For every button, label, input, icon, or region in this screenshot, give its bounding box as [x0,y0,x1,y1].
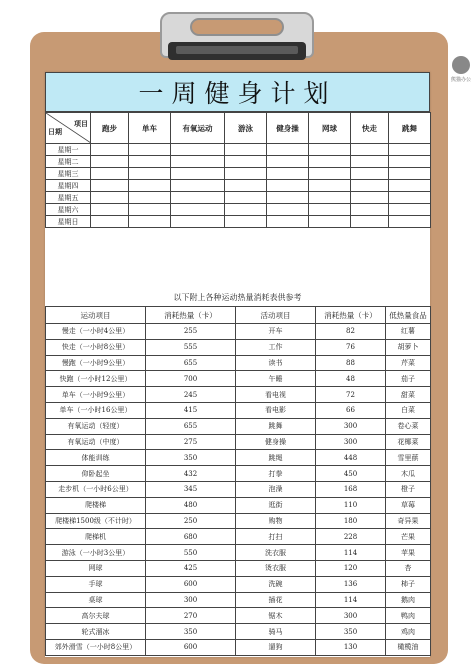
activity-calories: 168 [316,481,386,497]
activity-calories: 228 [316,529,386,545]
activity-name: 跳绳 [236,450,316,466]
plan-cell[interactable] [129,180,171,192]
plan-cell[interactable] [267,180,309,192]
sport-calories: 300 [146,592,236,608]
plan-cell[interactable] [309,168,351,180]
table-row [46,624,431,640]
sport-calories: 680 [146,529,236,545]
column-header: 活动项目 [236,307,316,324]
low-calorie-food: 芹菜 [386,355,431,371]
plan-cell[interactable] [351,192,389,204]
table-row [46,418,431,434]
activity-calories: 450 [316,466,386,482]
sport-calories: 415 [146,402,236,418]
table-row [46,497,431,513]
low-calorie-food: 卷心菜 [386,418,431,434]
watermark-text: 熊猫办公 [450,77,471,83]
plan-cell[interactable] [389,192,431,204]
activity-name: 购物 [236,513,316,529]
plan-cell[interactable] [309,204,351,216]
logo-icon [452,56,470,74]
plan-cell[interactable] [171,192,225,204]
sport-name: 单车（一小时9公里） [46,387,146,403]
activity-name: 看电影 [236,402,316,418]
activity-calories: 110 [316,497,386,513]
low-calorie-food: 柿子 [386,576,431,592]
reference-header-row [46,307,431,324]
sport-calories: 432 [146,466,236,482]
sport-name: 游泳（一小时3公里） [46,545,146,561]
activity-header: 跳舞 [389,113,431,144]
low-calorie-food: 苹果 [386,545,431,561]
sport-calories: 275 [146,434,236,450]
plan-cell[interactable] [129,156,171,168]
plan-cell[interactable] [389,180,431,192]
plan-cell[interactable] [225,156,267,168]
activity-calories: 82 [316,324,386,340]
activity-header: 单车 [129,113,171,144]
column-header: 运动项目 [46,307,146,324]
table-row [46,371,431,387]
sport-calories: 555 [146,339,236,355]
table-row [46,513,431,529]
activity-calories: 76 [316,339,386,355]
activity-calories: 448 [316,450,386,466]
sport-calories: 480 [146,497,236,513]
plan-cell[interactable] [309,216,351,228]
activity-header: 网球 [309,113,351,144]
sport-calories: 600 [146,639,236,655]
activity-name: 骑马 [236,624,316,640]
plan-cell[interactable] [129,204,171,216]
plan-day-row [46,180,431,192]
plan-cell[interactable] [129,144,171,156]
plan-cell[interactable] [389,216,431,228]
low-calorie-food: 甜菜 [386,387,431,403]
plan-header-row [46,113,431,144]
table-row [46,481,431,497]
sport-calories: 345 [146,481,236,497]
plan-cell[interactable] [389,156,431,168]
sport-name: 有氧运动（中度） [46,434,146,450]
activity-calories: 300 [316,434,386,450]
low-calorie-food: 雪里蕻 [386,450,431,466]
activity-calories: 300 [316,418,386,434]
table-row [46,402,431,418]
sport-calories: 600 [146,576,236,592]
table-row [46,355,431,371]
plan-cell[interactable] [171,204,225,216]
plan-cell[interactable] [91,180,129,192]
sport-name: 轮式溜冰 [46,624,146,640]
table-row [46,545,431,561]
sport-name: 走步机（一小时6公里） [46,481,146,497]
plan-day-row [46,192,431,204]
table-row [46,529,431,545]
clip-bar-inner [176,46,298,54]
sport-name: 单车（一小时16公里） [46,402,146,418]
activity-name: 看电视 [236,387,316,403]
plan-cell[interactable] [225,216,267,228]
day-label: 星期日 [46,216,91,228]
table-row [46,387,431,403]
table-row [46,434,431,450]
plan-cell[interactable] [225,168,267,180]
sport-name: 爬梯机 [46,529,146,545]
table-row [46,592,431,608]
plan-cell[interactable] [225,144,267,156]
sport-name: 快跑（一小时12公里） [46,371,146,387]
plan-cell[interactable] [225,192,267,204]
low-calorie-food: 橙子 [386,481,431,497]
table-row [46,560,431,576]
sport-calories: 250 [146,513,236,529]
activity-header: 健身操 [267,113,309,144]
plan-cell[interactable] [267,168,309,180]
corner-item-label: 项目 [74,119,88,128]
plan-cell[interactable] [129,192,171,204]
sport-name: 郊外滑雪（一小时8公里） [46,639,146,655]
plan-cell[interactable] [309,180,351,192]
column-header: 消耗热量（卡） [146,307,236,324]
table-row [46,576,431,592]
activity-name: 插花 [236,592,316,608]
sport-name: 高尔夫球 [46,608,146,624]
sport-name: 慢走（一小时4公里） [46,324,146,340]
low-calorie-food: 鸡肉 [386,624,431,640]
activity-calories: 66 [316,402,386,418]
activity-calories: 114 [316,545,386,561]
weekly-plan-table [45,112,431,228]
corner-cell [46,113,91,144]
page-title: 一周健身计划 [45,72,430,112]
plan-cell[interactable] [171,216,225,228]
activity-calories: 180 [316,513,386,529]
day-label: 星期三 [46,168,91,180]
plan-day-row [46,168,431,180]
activity-header: 跑步 [91,113,129,144]
activity-calories: 130 [316,639,386,655]
plan-cell[interactable] [129,168,171,180]
sport-name: 网球 [46,560,146,576]
sport-calories: 550 [146,545,236,561]
watermark-logo [450,56,472,136]
low-calorie-food: 胡萝卜 [386,339,431,355]
activity-name: 洗衣服 [236,545,316,561]
sport-name: 体能训练 [46,450,146,466]
activity-name: 跳舞 [236,418,316,434]
activity-calories: 300 [316,608,386,624]
low-calorie-food: 鹅肉 [386,592,431,608]
activity-name: 锯木 [236,608,316,624]
paper-sheet [45,72,430,657]
activity-calories: 88 [316,355,386,371]
activity-calories: 114 [316,592,386,608]
low-calorie-food: 红薯 [386,324,431,340]
plan-cell[interactable] [171,156,225,168]
activity-name: 打拳 [236,466,316,482]
activity-name: 午睡 [236,371,316,387]
plan-cell[interactable] [351,216,389,228]
calorie-reference-table [45,306,431,656]
day-label: 星期一 [46,144,91,156]
low-calorie-food: 花椰菜 [386,434,431,450]
plan-cell[interactable] [171,144,225,156]
activity-name: 洗碗 [236,576,316,592]
plan-cell[interactable] [91,216,129,228]
sport-name: 有氧运动（轻度） [46,418,146,434]
activity-name: 健身操 [236,434,316,450]
activity-calories: 72 [316,387,386,403]
sport-name: 桌球 [46,592,146,608]
low-calorie-food: 奇异果 [386,513,431,529]
sport-name: 慢跑（一小时9公里） [46,355,146,371]
activity-name: 打扫 [236,529,316,545]
activity-name: 遛狗 [236,639,316,655]
day-label: 星期五 [46,192,91,204]
sport-calories: 655 [146,418,236,434]
plan-cell[interactable] [351,180,389,192]
activity-name: 烫衣服 [236,560,316,576]
plan-day-row [46,156,431,168]
table-row [46,608,431,624]
low-calorie-food: 杏 [386,560,431,576]
sport-name: 手球 [46,576,146,592]
sport-name: 仰卧起坐 [46,466,146,482]
plan-cell[interactable] [91,144,129,156]
plan-cell[interactable] [267,216,309,228]
activity-header: 游泳 [225,113,267,144]
plan-cell[interactable] [91,204,129,216]
sport-calories: 425 [146,560,236,576]
table-row [46,324,431,340]
table-row [46,339,431,355]
low-calorie-food: 草莓 [386,497,431,513]
activity-calories: 48 [316,371,386,387]
sport-name: 爬楼梯 [46,497,146,513]
low-calorie-food: 鸭肉 [386,608,431,624]
plan-cell[interactable] [225,180,267,192]
activity-name: 读书 [236,355,316,371]
sport-calories: 350 [146,624,236,640]
plan-cell[interactable] [351,168,389,180]
table-row [46,450,431,466]
sport-calories: 255 [146,324,236,340]
plan-cell[interactable] [389,144,431,156]
plan-cell[interactable] [225,204,267,216]
plan-cell[interactable] [171,180,225,192]
low-calorie-food: 木瓜 [386,466,431,482]
day-label: 星期四 [46,180,91,192]
activity-header: 快走 [351,113,389,144]
sport-calories: 655 [146,355,236,371]
low-calorie-food: 橄榄油 [386,639,431,655]
plan-day-row [46,144,431,156]
activity-name: 泡澡 [236,481,316,497]
plan-cell[interactable] [91,156,129,168]
sport-name: 快走（一小时8公里） [46,339,146,355]
plan-cell[interactable] [389,168,431,180]
reference-note: 以下附上各种运动热量消耗表供参考 [173,293,302,302]
plan-cell[interactable] [351,204,389,216]
plan-cell[interactable] [91,192,129,204]
plan-cell[interactable] [267,204,309,216]
column-header: 消耗热量（卡） [316,307,386,324]
activity-name: 开车 [236,324,316,340]
plan-cell[interactable] [267,156,309,168]
plan-cell[interactable] [267,144,309,156]
plan-day-row [46,204,431,216]
day-label: 星期六 [46,204,91,216]
low-calorie-food: 白菜 [386,402,431,418]
clip-hole [190,18,284,36]
low-calorie-food: 芒果 [386,529,431,545]
activity-name: 工作 [236,339,316,355]
plan-cell[interactable] [351,144,389,156]
sport-name: 爬楼梯1500级（不计时） [46,513,146,529]
plan-cell[interactable] [267,192,309,204]
activity-calories: 350 [316,624,386,640]
activity-name: 逛街 [236,497,316,513]
plan-cell[interactable] [309,192,351,204]
plan-cell[interactable] [171,168,225,180]
activity-header: 有氧运动 [171,113,225,144]
plan-cell[interactable] [351,156,389,168]
column-header: 低热量食品 [386,307,431,324]
plan-cell[interactable] [309,144,351,156]
activity-calories: 120 [316,560,386,576]
corner-date-label: 日期 [48,127,62,136]
sport-calories: 700 [146,371,236,387]
plan-cell[interactable] [91,168,129,180]
plan-cell[interactable] [309,156,351,168]
plan-day-row [46,216,431,228]
activity-calories: 136 [316,576,386,592]
sport-calories: 245 [146,387,236,403]
plan-cell[interactable] [389,204,431,216]
sport-calories: 270 [146,608,236,624]
sport-calories: 350 [146,450,236,466]
plan-cell[interactable] [129,216,171,228]
table-row [46,639,431,655]
day-label: 星期二 [46,156,91,168]
table-row [46,466,431,482]
low-calorie-food: 茄子 [386,371,431,387]
